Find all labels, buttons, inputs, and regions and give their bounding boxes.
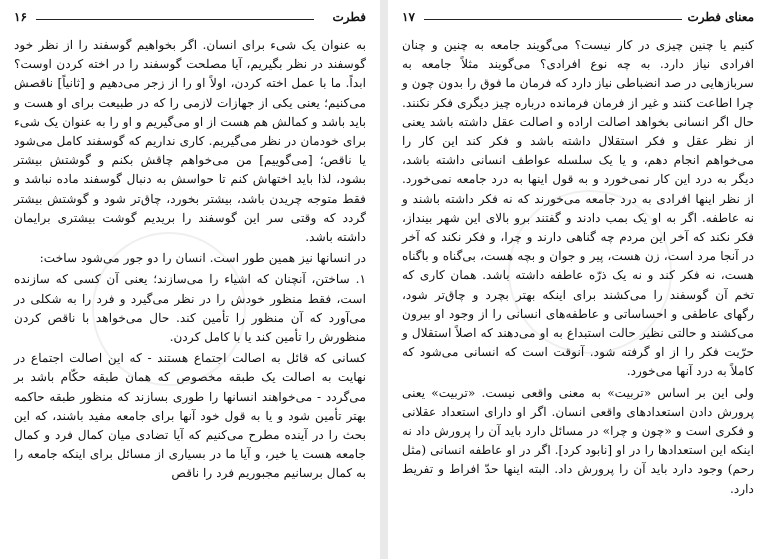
paragraph: ۱. ساختن، آنچنان که اشیاء را می‌سازند؛ یعنی آن کسی که سازنده است، فقط منظور خودش را در نظر می‌گیرد و فرد را به شکلی در می‌آورد که آن منظور را تأمین کند. حال می‌خواهد با ناقص کردن منظورش را تأمین کند یا با کامل کردن. [14,272,366,345]
paragraph: کنیم یا چنین چیزی در کار نیست؟ می‌گویند جامعه به چنین و چنان افرادی نیاز دارد. به چه نوع افرادی؟ می‌گویند مثلاً جامعه به سربازهایی در صد انضباطی نیاز دارد که فرمان ما فوق را بدون چون و چرا اطاعت کنند و غیر از فرمان فرمانده درباره چیز دیگری فکر نکنند. حال اگر انسانی بخواهد اصالت اراده و اصالت عقل داشته باشد یعنی از نظر عقل و فکر استقلال داشته باشد و فکر کند این کار را می‌خواهم انجام دهم، و یا یک سلسله عواطف انسانی داشته باشد، دیگر به درد این کار نمی‌خورد و به قول اینها به درد جامعه نمی‌خورد. از نظر اینها افرادی به درد جامعه می‌خورند که نه فکر داشته باشند و نه عاطفه. اگر به او یک بمب دادند و گفتند برو بالای این شهر بینداز، فکر نکند که آخر این مردم چه گناهی دارند و چرا، و فکر نکند که آخر در آنجا مرد است، زن هست، پیر و جوان و بچه هست، بی‌گناه و باگناه هست، نه فکر کند و نه یک ذرّه عاطفه داشته باشد. همان کاری که تخم آن گوسفند را می‌کشند برای اینکه بهتر بچرد و چاق‌تر شود، رگهای عاطفی و احساساتی و عاطفه‌های انسانی را از وجود او بیرون می‌کشند و حالتی نظیر حالت استبداع به او می‌دهند که اصلاً استقلال و حرّیت فکر را از او گرفته شود. آنوقت است که انسانی می‌شود که کاملاً به درد آنها می‌خورد. [402,38,754,379]
header-rule [36,19,314,20]
header-rule [424,19,682,20]
paragraph: به عنوان یک شیء برای انسان. اگر بخواهیم گوسفند را از نظر خود گوسفند در نظر بگیریم، آیا مصلحت گوسفند را در اخته کردن اوست؟ ابداً. ما با عمل اخته کردن، اولاً او را از زجر می‌دهیم و [ثانیاً] ناقصش می‌کنیم؛ یعنی یکی از جهازات لازمی را که در طبیعت برای او هست و باید باشد و کمالش هم هست از او می‌گیریم و او را به عنوان یک شیء برای خودمان در نظر می‌گیریم. کاری نداریم که گوسفند کامل می‌شود یا ناقص؛ [می‌گوییم] من می‌خواهم چاقش بکنم و گوشتش بیشتر بشود، لذا باید اختهاش کنم تا حواسش به دنبال گوسفند ماده نباشد و فقط متوجه چریدن باشد، بیشتر بخورد، چاق‌تر شود و گوشتش بیشتر گردد که وقتی سر این گوسفند را بریدیم گوشت بیشتری برایمان داشته باشد. [14,38,366,245]
right-page-body [402,36,754,499]
right-page [388,0,768,559]
left-page-header [14,10,366,30]
left-page [0,0,380,559]
left-running-title: فطرت [332,10,366,24]
paragraph: در انسانها نیز همین طور است. انسان را دو جور می‌شود ساخت: [39,251,366,266]
left-page-number: ۱۶ [14,10,27,24]
page-gutter [380,0,388,559]
left-page-body [14,36,366,484]
right-page-header [402,10,754,30]
paragraph: ولی این بر اساس «تربیت» به معنی واقعی نیست. «تربیت» یعنی پرورش دادن استعدادهای واقعی انسان. اگر او دارای استعداد عقلانی و فکری است و «چون و چرا» در مسائل دارد باید آن را پرورش داد نه اینکه این استعدادها را در او [نابود کرد]. اگر در او عاطفه انسانی (مثل رحم) وجود دارد باید آن را پرورش داد. البته اینها حدّ افراط و تفریط دارد. [402,385,754,496]
paragraph: کسانی که قائل به اصالت اجتماع هستند - که این اصالت اجتماع در نهایت به اصالت یک طبقه مخصوص که همان طبقه حکّام باشد بر می‌گردد - می‌خواهند انسانها را طوری بسازند که منظور طبقه حاکمه بهتر تأمین شود و یا به قول خود آنها برای جامعه مفید باشند، که این بحث را در آینده مطرح می‌کنیم که آیا تضادی میان کمال فرد و کمال جامعه هست یا خیر، و آیا ما در بسیاری از مسائل برای اینکه جامعه را به کمال برسانیم مجبوریم فرد را ناقص [14,351,366,481]
right-page-number: ۱۷ [402,10,415,24]
right-running-title: معنای فطرت [687,10,754,24]
